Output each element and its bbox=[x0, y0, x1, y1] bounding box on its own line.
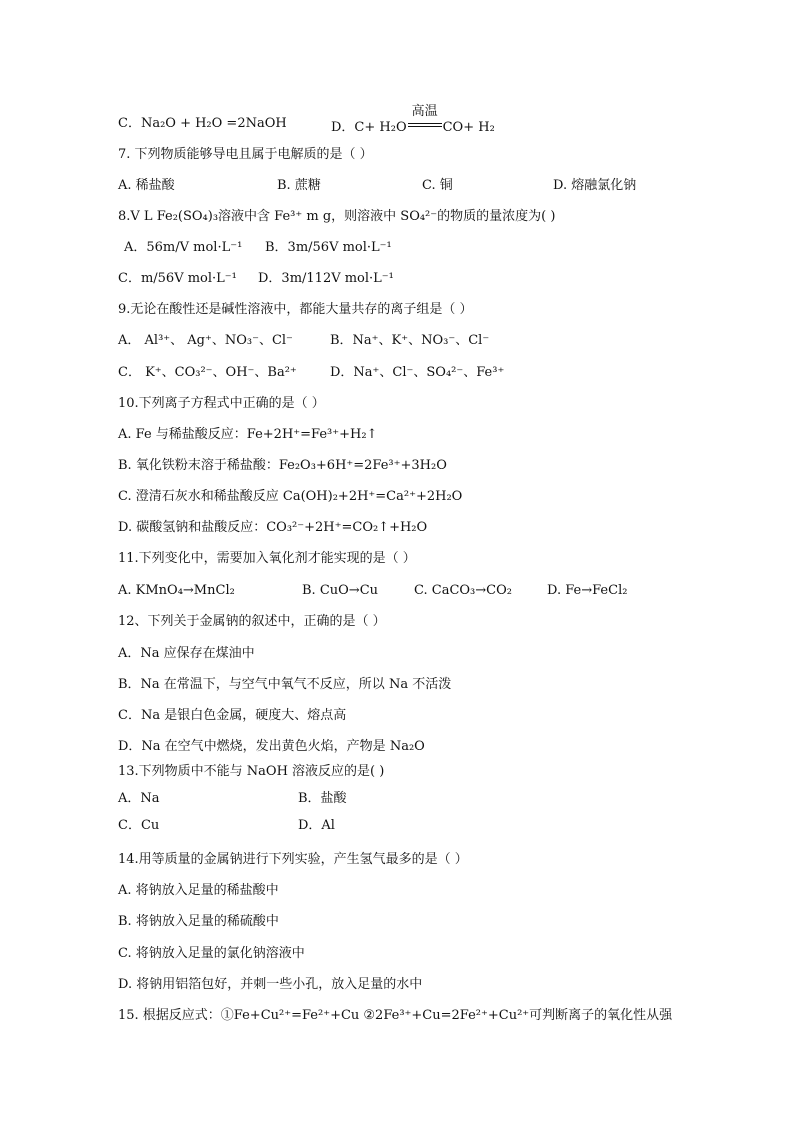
q11-option-d: D. Fe→FeCl₂ bbox=[547, 583, 628, 598]
q12-option-a: A．Na 应保存在煤油中 bbox=[118, 646, 255, 661]
q11-option-b: B. CuO→Cu bbox=[302, 583, 379, 598]
q11-option-a: A. KMnO₄→MnCl₂ bbox=[118, 583, 235, 598]
q12-option-b: B．Na 在常温下，与空气中氧气不反应，所以 Na 不活泼 bbox=[118, 677, 452, 692]
q8-option-d: D．3m/112V mol·L⁻¹ bbox=[258, 271, 394, 286]
q10-option-d: D. 碳酸氢钠和盐酸反应：CO₃²⁻+2H⁺=CO₂↑+H₂O bbox=[118, 520, 428, 535]
q14-option-c: C. 将钠放入足量的氯化钠溶液中 bbox=[118, 946, 305, 961]
q14-option-a: A. 将钠放入足量的稀盐酸中 bbox=[118, 883, 279, 898]
q9-option-c: C． K⁺、CO₃²⁻、OH⁻、Ba²⁺ bbox=[118, 365, 297, 380]
q13-option-c: C．Cu bbox=[118, 818, 160, 833]
q8-option-a: A．56m/V mol·L⁻¹ bbox=[124, 240, 243, 255]
q7-option-d: D. 熔融氯化钠 bbox=[553, 178, 637, 193]
q10-option-b: B. 氧化铁粉末溶于稀盐酸：Fe₂O₃+6H⁺=2Fe³⁺+3H₂O bbox=[118, 458, 447, 473]
high-temperature-condition bbox=[408, 104, 442, 131]
q7-option-a: A. 稀盐酸 bbox=[118, 178, 175, 193]
q14-option-d: D. 将钠用铝箔包好，并刺一些小孔，放入足量的水中 bbox=[118, 977, 423, 992]
q14-option-b: B. 将钠放入足量的稀硫酸中 bbox=[118, 914, 279, 929]
q9-option-b: B．Na⁺、K⁺、NO₃⁻、Cl⁻ bbox=[330, 333, 490, 348]
q10-option-a: A. Fe 与稀盐酸反应：Fe+2H⁺=Fe³⁺+H₂↑ bbox=[118, 427, 378, 442]
q10-stem: 10.下列离子方程式中正确的是（ ） bbox=[118, 396, 325, 411]
q6-option-d bbox=[331, 104, 495, 137]
q13-stem: 13.下列物质中不能与 NaOH 溶液反应的是( ) bbox=[118, 764, 385, 779]
q12-option-d: D．Na 在空气中燃烧，发出黄色火焰，产物是 Na₂O bbox=[118, 739, 425, 754]
q7-option-b: B. 蔗糖 bbox=[277, 178, 321, 193]
q7-stem: 7. 下列物质能够导电且属于电解质的是（ ） bbox=[118, 147, 373, 162]
q8-stem: 8.V L Fe₂(SO₄)₃溶液中含 Fe³⁺ m g，则溶液中 SO₄²⁻的物质的量浓度为( ) bbox=[118, 209, 556, 224]
q11-option-c: C. CaCO₃→CO₂ bbox=[414, 583, 512, 598]
condition-label: 高温 bbox=[411, 104, 438, 119]
q8-option-b: B．3m/56V mol·L⁻¹ bbox=[265, 240, 392, 255]
q8-option-c: C．m/56V mol·L⁻¹ bbox=[118, 271, 237, 286]
q6-option-c: C．Na₂O + H₂O =2NaOH bbox=[118, 116, 287, 131]
q10-option-c: C. 澄清石灰水和稀盐酸反应 Ca(OH)₂+2H⁺=Ca²⁺+2H₂O bbox=[118, 489, 463, 504]
q6-option-d-reactants: D．C+ H₂O bbox=[331, 120, 407, 135]
q13-option-b: B．盐酸 bbox=[298, 791, 347, 806]
q9-stem: 9.无论在酸性还是碱性溶液中，都能大量共存的离子组是（ ） bbox=[118, 302, 473, 317]
q13-option-d: D．Al bbox=[298, 818, 335, 833]
q6-option-d-products: CO+ H₂ bbox=[442, 120, 495, 135]
q9-option-d: D．Na⁺、Cl⁻、SO₄²⁻、Fe³⁺ bbox=[330, 365, 505, 380]
q9-option-a: A． Al³⁺、 Ag⁺、NO₃⁻、Cl⁻ bbox=[118, 333, 293, 348]
q12-option-c: C．Na 是银白色金属，硬度大、熔点高 bbox=[118, 708, 347, 723]
q15-stem: 15. 根据反应式：①Fe+Cu²⁺=Fe²⁺+Cu ②2Fe³⁺+Cu=2Fe²⁺+Cu²⁺可判断离子的氧化性从强 bbox=[118, 1008, 673, 1023]
q13-option-a: A．Na bbox=[118, 791, 160, 806]
q11-stem: 11.下列变化中，需要加入氧化剂才能实现的是（ ） bbox=[118, 551, 416, 566]
q14-stem: 14.用等质量的金属钠进行下列实验，产生氢气最多的是（ ） bbox=[118, 852, 468, 867]
q7-option-c: C. 铜 bbox=[422, 178, 453, 193]
q12-stem: 12、下列关于金属钠的叙述中，正确的是（ ） bbox=[118, 614, 386, 629]
